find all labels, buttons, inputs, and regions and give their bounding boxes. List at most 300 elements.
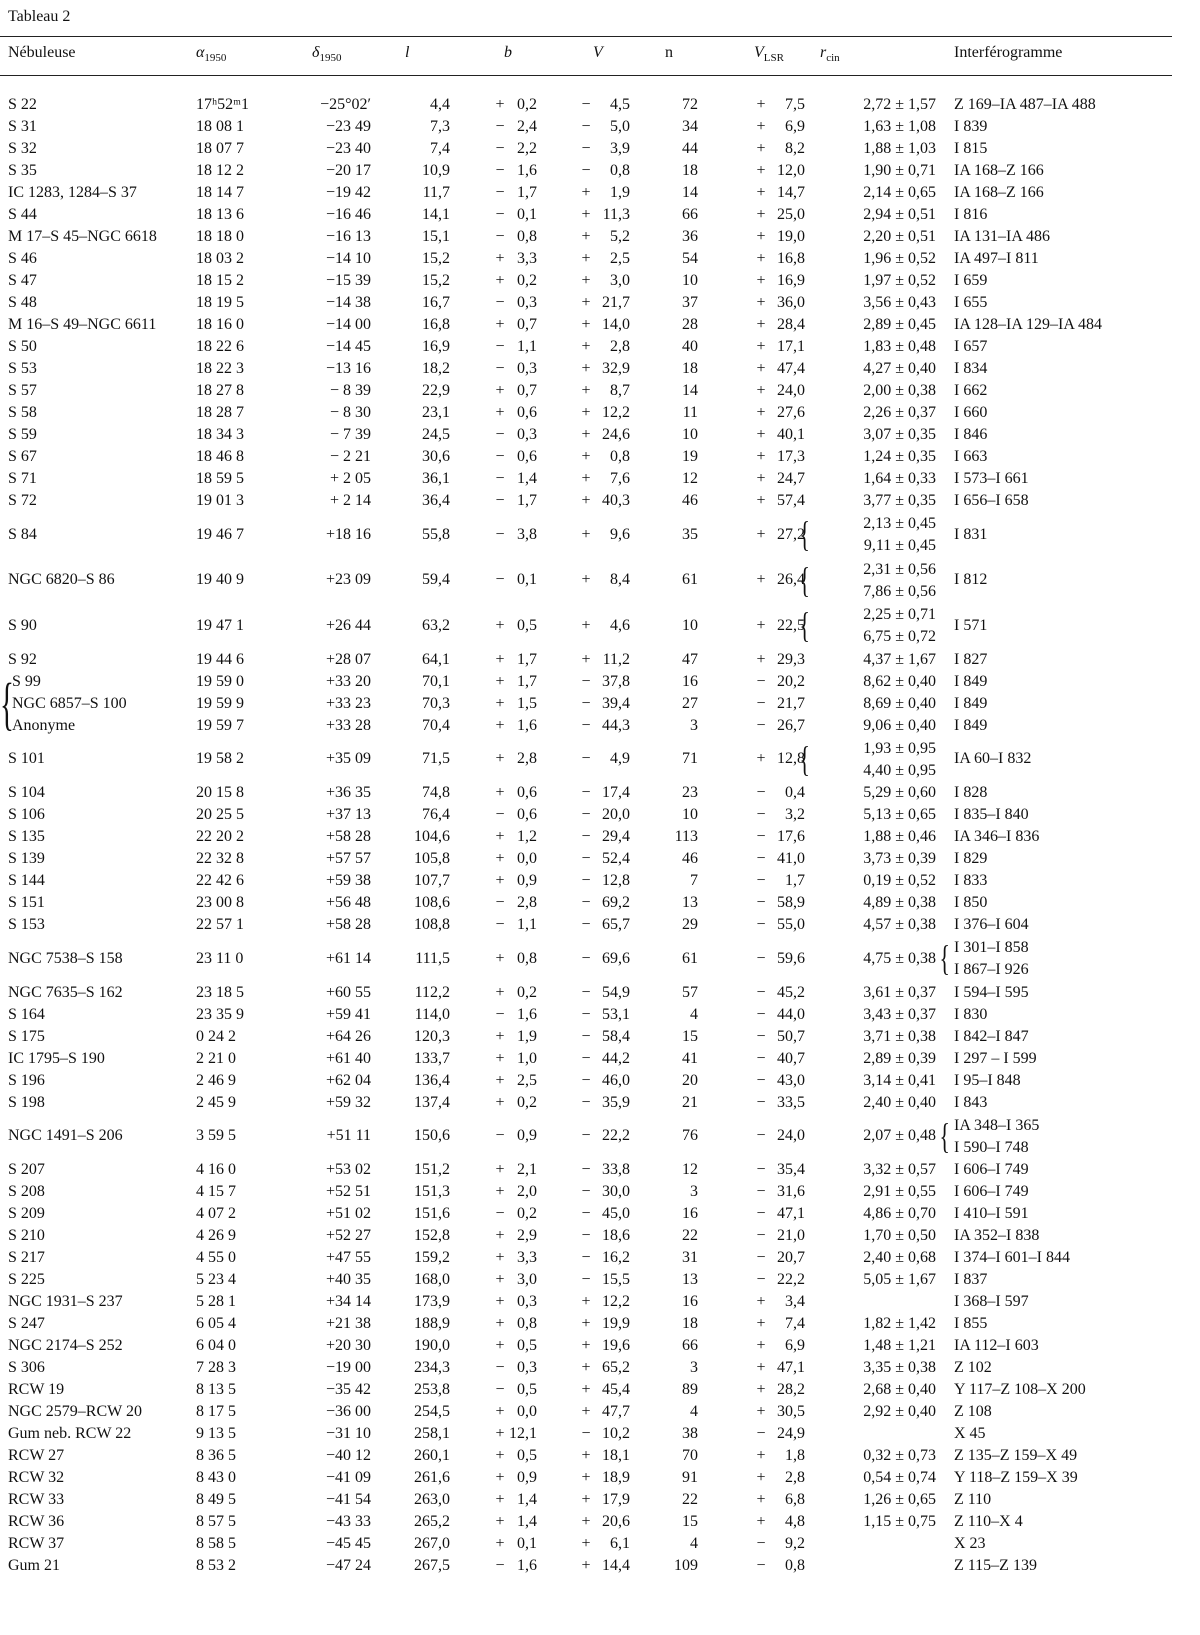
velocity: 20,0 xyxy=(602,806,630,823)
table-row xyxy=(0,1313,1172,1335)
r-cin-value: 2,26 ± 0,37 xyxy=(863,404,936,421)
right-ascension: 9 13 5 xyxy=(196,1425,236,1442)
interferogram-value: I 410–I 591 xyxy=(954,1205,1029,1222)
galactic-longitude: 120,3 xyxy=(414,1027,450,1045)
table-row xyxy=(0,1203,1172,1225)
count-n: 3 xyxy=(690,1183,698,1200)
declination: −14 38 xyxy=(325,294,371,311)
declination: +64 26 xyxy=(325,1027,371,1045)
count-n: 14 xyxy=(682,184,698,201)
table-row xyxy=(0,892,1172,914)
table-row xyxy=(0,358,1172,380)
table-row xyxy=(0,1181,1172,1203)
interferogram-value: I 656–I 658 xyxy=(954,492,1029,509)
declination: +59 38 xyxy=(325,872,371,889)
galactic-latitude: 1,5 xyxy=(517,694,537,712)
galactic-latitude-sign: − xyxy=(495,1205,505,1222)
velocity: 5,0 xyxy=(610,118,630,135)
declination: −45 45 xyxy=(325,1535,371,1552)
right-ascension: 8 53 2 xyxy=(196,1557,236,1574)
table-row xyxy=(0,1092,1172,1114)
galactic-latitude: 0,0 xyxy=(517,850,537,867)
galactic-latitude-sign: + xyxy=(495,872,505,889)
interferogram-value: I 816 xyxy=(954,206,988,223)
galactic-latitude: 0,9 xyxy=(517,872,537,889)
count-n: 40 xyxy=(682,338,698,355)
right-ascension: 5 28 1 xyxy=(196,1293,236,1310)
r-cin-value: 3,35 ± 0,38 xyxy=(863,1359,936,1376)
velocity: 19,9 xyxy=(602,1315,630,1332)
velocity: 10,2 xyxy=(602,1425,630,1442)
velocity-sign: + xyxy=(581,206,591,223)
vlsr: 6,9 xyxy=(785,1337,805,1354)
vlsr-sign: − xyxy=(756,1249,766,1266)
velocity: 2,8 xyxy=(610,338,630,355)
nebula-name: S 135 xyxy=(8,828,45,845)
right-ascension: 0 24 2 xyxy=(196,1027,236,1045)
vlsr-sign: + xyxy=(756,272,766,289)
vlsr: 0,4 xyxy=(785,784,805,801)
r-cin-value: 5,13 ± 0,65 xyxy=(863,806,936,823)
declination: −43 33 xyxy=(325,1513,371,1530)
r-cin-value: 1,70 ± 0,50 xyxy=(863,1227,936,1244)
velocity: 11,3 xyxy=(602,206,630,223)
count-n: 109 xyxy=(674,1557,698,1574)
count-n: 21 xyxy=(682,1093,698,1111)
vlsr: 0,8 xyxy=(785,1557,805,1574)
r-cin-value: 1,88 ± 0,46 xyxy=(863,828,936,845)
count-n: 15 xyxy=(682,1513,698,1530)
galactic-latitude: 1,1 xyxy=(517,916,537,933)
velocity: 12,2 xyxy=(602,404,630,421)
vlsr: 16,9 xyxy=(777,272,805,289)
galactic-latitude-sign: + xyxy=(495,1183,505,1200)
velocity: 33,8 xyxy=(602,1161,630,1178)
vlsr: 24,7 xyxy=(777,470,805,487)
velocity: 44,3 xyxy=(602,716,630,734)
interferogram-value: IA 131–IA 486 xyxy=(954,228,1050,245)
velocity: 12,8 xyxy=(602,872,630,889)
count-n: 23 xyxy=(682,784,698,801)
velocity: 21,7 xyxy=(602,294,630,311)
galactic-latitude-sign: + xyxy=(495,1491,505,1508)
interferogram-value: I 815 xyxy=(954,140,988,157)
nebula-name: S 71 xyxy=(8,470,37,487)
count-n: 22 xyxy=(682,1491,698,1508)
interferogram-value: I 837 xyxy=(954,1271,988,1288)
interferogram-brace: { xyxy=(939,1115,950,1156)
vlsr: 22,2 xyxy=(777,1271,805,1288)
vlsr-sign: + xyxy=(756,750,766,768)
vlsr-sign: − xyxy=(756,1205,766,1222)
velocity: 14,4 xyxy=(602,1557,630,1574)
velocity: 30,0 xyxy=(602,1183,630,1200)
velocity-sign: − xyxy=(581,828,591,845)
r-cin-value: 1,82 ± 1,42 xyxy=(863,1315,936,1332)
galactic-latitude-sign: + xyxy=(495,1315,505,1332)
velocity-sign: − xyxy=(581,1027,591,1045)
galactic-longitude: 7,4 xyxy=(430,140,450,157)
r-cin-value: 1,97 ± 0,52 xyxy=(863,272,936,289)
declination: −23 49 xyxy=(325,118,371,135)
vlsr-sign: − xyxy=(756,1535,766,1552)
nebula-name: S 84 xyxy=(8,525,37,543)
r-cin-value: 4,57 ± 0,38 xyxy=(863,916,936,933)
interferogram-value: I 573–I 661 xyxy=(954,470,1029,487)
table-row xyxy=(0,982,1172,1004)
vlsr: 30,5 xyxy=(777,1403,805,1420)
interferogram-value: IA 168–Z 166 xyxy=(954,184,1044,201)
galactic-longitude: 111,5 xyxy=(415,949,450,967)
r-cin-value: 4,27 ± 0,40 xyxy=(863,360,936,377)
galactic-latitude: 0,5 xyxy=(517,616,537,634)
velocity-sign: − xyxy=(581,1271,591,1288)
galactic-longitude: 64,1 xyxy=(422,650,450,668)
velocity-sign: + xyxy=(581,250,591,267)
nebula-name: S 198 xyxy=(8,1093,45,1111)
galactic-latitude-sign: + xyxy=(495,1403,505,1420)
velocity: 4,9 xyxy=(610,750,630,768)
r-cin-value: 2,14 ± 0,65 xyxy=(863,184,936,201)
velocity-sign: + xyxy=(581,426,591,443)
velocity-sign: − xyxy=(581,140,591,157)
right-ascension: 23 00 8 xyxy=(196,894,244,911)
galactic-latitude-sign: + xyxy=(495,983,505,1001)
nebula-name: S 153 xyxy=(8,916,45,933)
table-row xyxy=(0,380,1172,402)
right-ascension: 22 57 1 xyxy=(196,916,244,933)
vlsr: 1,8 xyxy=(785,1447,805,1464)
count-n: 57 xyxy=(682,983,698,1001)
vlsr: 1,7 xyxy=(785,872,805,889)
right-ascension: 22 42 6 xyxy=(196,872,244,889)
count-n: 28 xyxy=(682,316,698,333)
velocity: 46,0 xyxy=(602,1071,630,1089)
interferogram-value: I 849 xyxy=(954,672,988,690)
galactic-latitude: 2,2 xyxy=(517,140,537,157)
count-n: 7 xyxy=(690,872,698,889)
count-n: 16 xyxy=(682,1205,698,1222)
r-cin-value: 2,40 ± 0,68 xyxy=(863,1249,936,1266)
r-cin-value: 1,48 ± 1,21 xyxy=(863,1337,936,1354)
right-ascension: 8 58 5 xyxy=(196,1535,236,1552)
table-row xyxy=(0,826,1172,848)
vlsr: 27,2 xyxy=(777,525,805,543)
vlsr-sign: + xyxy=(756,118,766,135)
galactic-latitude: 1,7 xyxy=(517,184,537,201)
galactic-latitude-sign: + xyxy=(495,1161,505,1178)
nebula-name: S 175 xyxy=(8,1027,45,1045)
nebula-name: S 46 xyxy=(8,250,37,267)
table-row xyxy=(0,1026,1172,1048)
nebula-name: S 59 xyxy=(8,426,37,443)
table-row xyxy=(0,715,1172,737)
vlsr-sign: + xyxy=(756,360,766,377)
velocity-sign: − xyxy=(581,784,591,801)
velocity: 19,6 xyxy=(602,1337,630,1354)
r-cin-value: 2,91 ± 0,55 xyxy=(863,1183,936,1200)
right-ascension: 22 32 8 xyxy=(196,850,244,867)
velocity: 40,3 xyxy=(602,492,630,509)
velocity: 7,6 xyxy=(610,470,630,487)
galactic-latitude: 1,7 xyxy=(517,650,537,668)
vlsr-sign: + xyxy=(756,616,766,634)
galactic-latitude: 3,0 xyxy=(517,1271,537,1288)
vlsr: 25,0 xyxy=(777,206,805,223)
galactic-latitude: 0,3 xyxy=(517,294,537,311)
r-cin-value: 3,71 ± 0,38 xyxy=(863,1027,936,1045)
velocity: 17,9 xyxy=(602,1491,630,1508)
velocity-sign: + xyxy=(581,650,591,668)
vlsr-sign: − xyxy=(756,672,766,690)
table-row xyxy=(0,1401,1172,1423)
velocity-sign: − xyxy=(581,162,591,179)
nebula-name: Gum 21 xyxy=(8,1557,60,1574)
velocity: 53,1 xyxy=(602,1005,630,1023)
right-ascension: 18 22 3 xyxy=(196,360,244,377)
count-n: 10 xyxy=(682,806,698,823)
vlsr-sign: − xyxy=(756,1127,766,1145)
interferogram-value: I 846 xyxy=(954,426,988,443)
nebula-name: S 144 xyxy=(8,872,45,889)
velocity-sign: + xyxy=(581,382,591,399)
velocity-sign: − xyxy=(581,1425,591,1442)
galactic-latitude-sign: − xyxy=(495,571,505,589)
declination: +61 40 xyxy=(325,1049,371,1067)
galactic-latitude-sign: + xyxy=(495,96,505,113)
table-row xyxy=(0,314,1172,336)
table-row xyxy=(0,204,1172,226)
galactic-latitude-sign: + xyxy=(495,1071,505,1089)
r-cin-value: 3,61 ± 0,37 xyxy=(863,983,936,1001)
right-ascension: 4 15 7 xyxy=(196,1183,236,1200)
r-cin-value: 6,75 ± 0,72 xyxy=(863,628,936,645)
velocity: 65,7 xyxy=(602,916,630,933)
vlsr-sign: − xyxy=(756,1557,766,1574)
interferogram-value: Z 135–Z 159–X 49 xyxy=(954,1447,1078,1464)
declination: +33 28 xyxy=(325,716,371,734)
galactic-latitude-sign: + xyxy=(495,382,505,399)
galactic-latitude: 3,8 xyxy=(517,525,537,543)
interferogram-value: IA 346–I 836 xyxy=(954,828,1040,845)
header-l: l xyxy=(405,44,410,61)
vlsr: 28,2 xyxy=(777,1381,805,1398)
table-row xyxy=(0,1357,1172,1379)
galactic-latitude: 0,3 xyxy=(517,360,537,377)
galactic-longitude: 234,3 xyxy=(414,1359,450,1376)
table-row xyxy=(0,1048,1172,1070)
declination: −41 54 xyxy=(325,1491,371,1508)
galactic-longitude: 152,8 xyxy=(414,1227,450,1244)
interferogram-value: I 855 xyxy=(954,1315,988,1332)
vlsr-sign: − xyxy=(756,1071,766,1089)
right-ascension: 18 15 2 xyxy=(196,272,244,289)
vlsr-sign: − xyxy=(756,784,766,801)
galactic-latitude-sign: − xyxy=(495,894,505,911)
velocity: 22,2 xyxy=(602,1127,630,1145)
r-cin-value: 9,11 ± 0,45 xyxy=(863,537,936,554)
vlsr: 2,8 xyxy=(785,1469,805,1486)
vlsr: 41,0 xyxy=(777,850,805,867)
galactic-latitude-sign: + xyxy=(495,1227,505,1244)
vlsr: 35,4 xyxy=(777,1161,805,1178)
galactic-latitude: 0,7 xyxy=(517,382,537,399)
nebula-name: M 16–S 49–NGC 6611 xyxy=(8,316,157,333)
vlsr-sign: − xyxy=(756,1027,766,1045)
interferogram-value: Y 117–Z 108–X 200 xyxy=(954,1381,1086,1398)
velocity: 45,0 xyxy=(602,1205,630,1222)
nebula-name: IC 1283, 1284–S 37 xyxy=(8,184,137,201)
galactic-latitude: 0,6 xyxy=(517,404,537,421)
interferogram-value: I 828 xyxy=(954,784,988,801)
galactic-longitude: 137,4 xyxy=(414,1093,450,1111)
right-ascension: 4 55 0 xyxy=(196,1249,236,1266)
table-row xyxy=(0,1489,1172,1511)
r-cin-value: 3,56 ± 0,43 xyxy=(863,294,936,311)
interferogram-value: I 662 xyxy=(954,382,988,399)
vlsr-sign: + xyxy=(756,426,766,443)
velocity-sign: + xyxy=(581,1469,591,1486)
count-n: 34 xyxy=(682,118,698,135)
galactic-longitude: 260,1 xyxy=(414,1447,450,1464)
table-row xyxy=(0,226,1172,248)
r-cin-value: 3,43 ± 0,37 xyxy=(863,1005,936,1023)
velocity: 0,8 xyxy=(610,448,630,465)
table-row xyxy=(0,248,1172,270)
vlsr: 17,6 xyxy=(777,828,805,845)
interferogram-value: I 590–I 748 xyxy=(954,1138,1029,1156)
galactic-longitude: 254,5 xyxy=(414,1403,450,1420)
table-row xyxy=(0,1467,1172,1489)
velocity: 58,4 xyxy=(602,1027,630,1045)
galactic-latitude: 1,4 xyxy=(517,1513,537,1530)
table-row xyxy=(0,1114,1172,1160)
header-delta: $\delta_{1950}$ xyxy=(312,44,342,65)
galactic-latitude: 2,5 xyxy=(517,1071,537,1089)
nebula-name: S 32 xyxy=(8,140,37,157)
velocity: 5,2 xyxy=(610,228,630,245)
count-n: 12 xyxy=(682,470,698,487)
galactic-latitude: 0,6 xyxy=(517,784,537,801)
galactic-latitude-sign: − xyxy=(495,1557,505,1574)
right-ascension: 8 36 5 xyxy=(196,1447,236,1464)
velocity-sign: − xyxy=(581,1071,591,1089)
count-n: 61 xyxy=(682,571,698,589)
nebula-name: RCW 27 xyxy=(8,1447,65,1464)
vlsr: 9,2 xyxy=(785,1535,805,1552)
velocity-sign: + xyxy=(581,448,591,465)
r-cin-brace: { xyxy=(799,559,810,600)
galactic-latitude-sign: − xyxy=(495,492,505,509)
interferogram-value: I 827 xyxy=(954,650,988,668)
declination: +58 28 xyxy=(325,828,371,845)
galactic-latitude: 0,1 xyxy=(517,1535,537,1552)
count-n: 71 xyxy=(682,750,698,768)
vlsr: 17,3 xyxy=(777,448,805,465)
vlsr-sign: − xyxy=(756,983,766,1001)
galactic-latitude-sign: − xyxy=(495,426,505,443)
declination: −23 40 xyxy=(325,140,371,157)
galactic-longitude: 23,1 xyxy=(422,404,450,421)
galactic-longitude: 258,1 xyxy=(414,1425,450,1442)
r-cin-value: 1,83 ± 0,48 xyxy=(863,338,936,355)
declination: +56 48 xyxy=(325,894,371,911)
right-ascension: 18 16 0 xyxy=(196,316,244,333)
velocity-sign: − xyxy=(581,1183,591,1200)
velocity-sign: − xyxy=(581,1049,591,1067)
galactic-longitude: 11,7 xyxy=(422,184,450,201)
velocity-sign: + xyxy=(581,1535,591,1552)
velocity-sign: − xyxy=(581,694,591,712)
galactic-latitude-sign: + xyxy=(495,672,505,690)
velocity-sign: + xyxy=(581,184,591,201)
vlsr: 24,0 xyxy=(777,1127,805,1145)
vlsr: 17,1 xyxy=(777,338,805,355)
table-row xyxy=(0,1423,1172,1445)
interferogram-value: I 659 xyxy=(954,272,988,289)
count-n: 14 xyxy=(682,382,698,399)
galactic-latitude-sign: − xyxy=(495,294,505,311)
velocity-sign: + xyxy=(581,228,591,245)
galactic-longitude: 159,2 xyxy=(414,1249,450,1266)
table-row xyxy=(0,848,1172,870)
galactic-latitude: 0,3 xyxy=(517,1359,537,1376)
nebula-name: S 209 xyxy=(8,1205,45,1222)
galactic-longitude: 15,2 xyxy=(422,250,450,267)
interferogram-value: Z 115–Z 139 xyxy=(954,1557,1037,1574)
velocity: 4,6 xyxy=(610,616,630,634)
galactic-latitude-sign: − xyxy=(495,470,505,487)
velocity-sign: − xyxy=(581,983,591,1001)
velocity-sign: + xyxy=(581,1315,591,1332)
interferogram-value: I 95–I 848 xyxy=(954,1071,1021,1089)
velocity: 24,6 xyxy=(602,426,630,443)
nebula-name: S 48 xyxy=(8,294,37,311)
count-n: 3 xyxy=(690,716,698,734)
galactic-latitude-sign: + xyxy=(495,1469,505,1486)
interferogram-value: I 829 xyxy=(954,850,988,867)
declination: −41 09 xyxy=(325,1469,371,1486)
count-n: 11 xyxy=(682,404,698,421)
right-ascension: 8 43 0 xyxy=(196,1469,236,1486)
velocity: 0,8 xyxy=(610,162,630,179)
nebula-name: S 58 xyxy=(8,404,37,421)
count-n: 22 xyxy=(682,1227,698,1244)
galactic-longitude: 74,8 xyxy=(422,784,450,801)
galactic-latitude: 1,6 xyxy=(517,1005,537,1023)
declination: +57 57 xyxy=(325,850,371,867)
table-row xyxy=(0,693,1172,715)
nebula-name: S 210 xyxy=(8,1227,45,1244)
nebula-name: IC 1795–S 190 xyxy=(8,1049,105,1067)
galactic-latitude-sign: + xyxy=(495,650,505,668)
right-ascension: 18 46 8 xyxy=(196,448,244,465)
table-row xyxy=(0,603,1172,649)
galactic-latitude-sign: − xyxy=(495,1381,505,1398)
r-cin-value: 1,24 ± 0,35 xyxy=(863,448,936,465)
velocity: 45,4 xyxy=(602,1381,630,1398)
right-ascension: 8 57 5 xyxy=(196,1513,236,1530)
count-n: 10 xyxy=(682,616,698,634)
nebula-name: S 53 xyxy=(8,360,37,377)
galactic-longitude: 10,9 xyxy=(422,162,450,179)
galactic-longitude: 18,2 xyxy=(422,360,450,377)
galactic-longitude: 15,1 xyxy=(422,228,450,245)
nebula-name: RCW 33 xyxy=(8,1491,65,1508)
right-ascension: 3 59 5 xyxy=(196,1127,236,1145)
galactic-latitude-sign: + xyxy=(495,828,505,845)
r-cin-value: 9,06 ± 0,40 xyxy=(863,716,936,734)
